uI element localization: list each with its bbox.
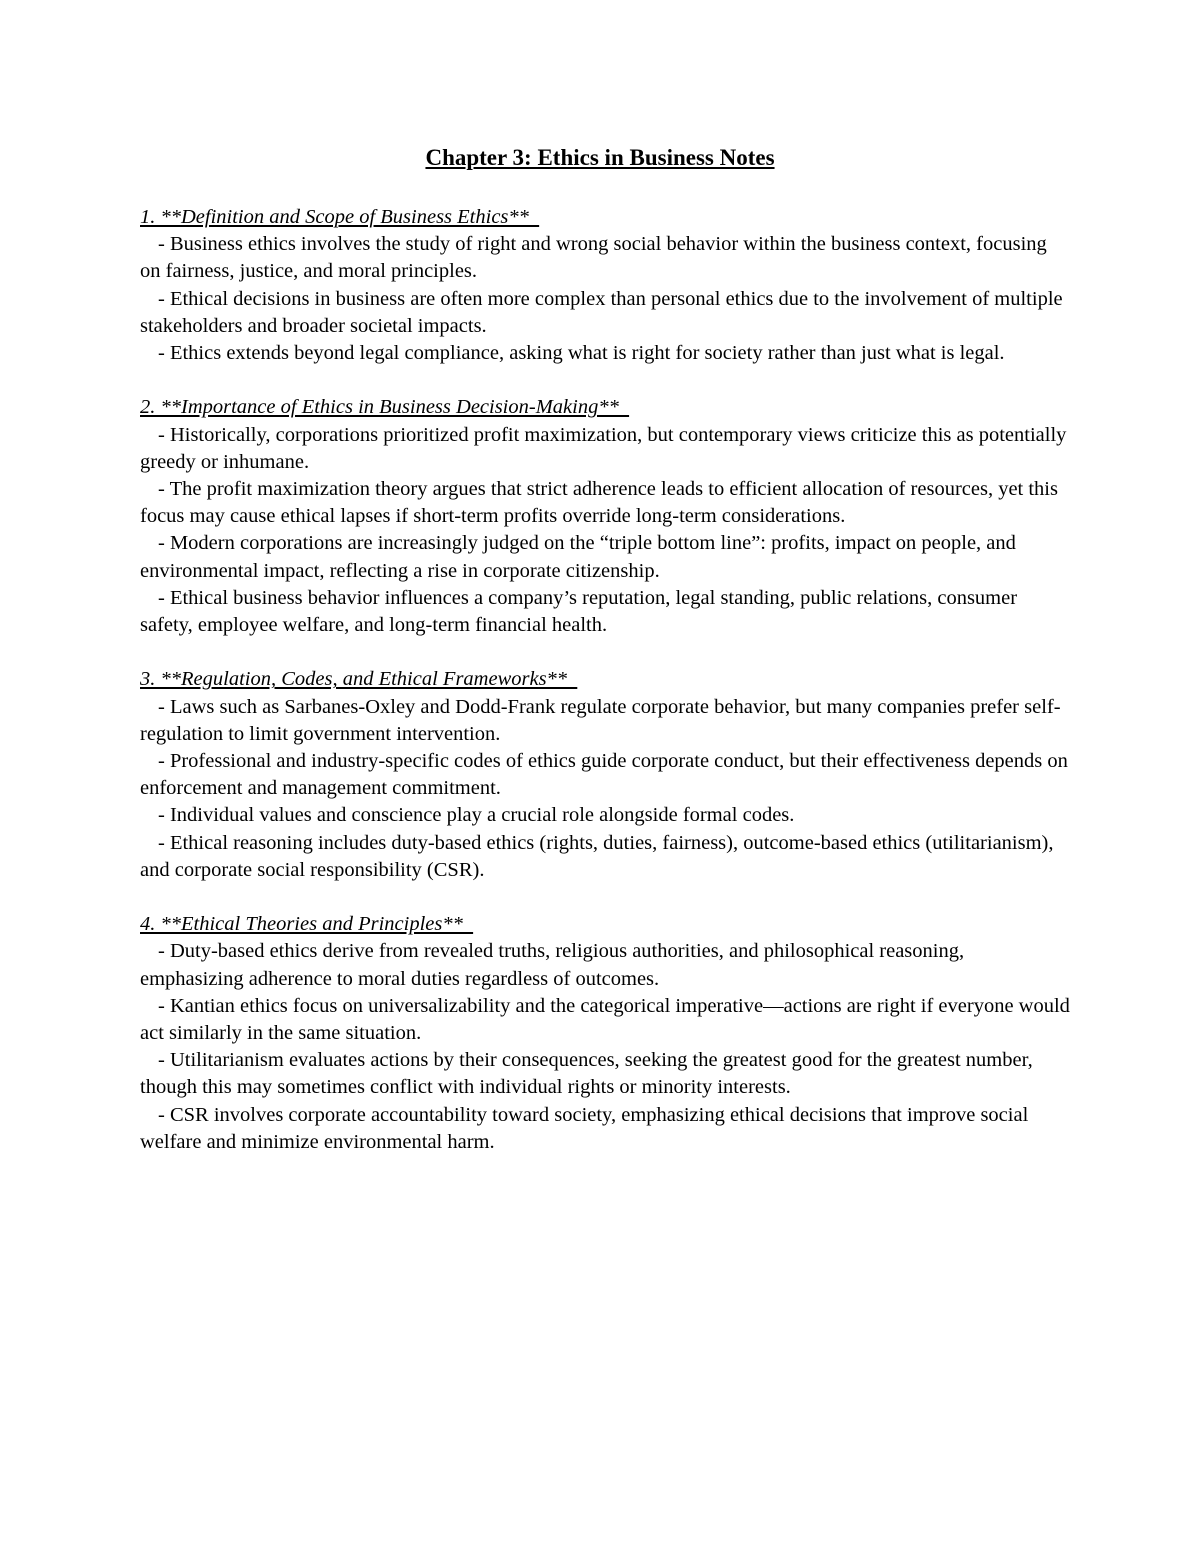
- section-heading: 4. **Ethical Theories and Principles**: [140, 913, 474, 936]
- bullet-item: - Utilitarianism evaluates actions by their consequences, seeking the greatest good for the greatest number, though this may sometimes conflict with individual rights or minority interests.: [140, 1049, 1033, 1099]
- section-heading: 1. **Definition and Scope of Business Ethics**: [140, 206, 540, 228]
- page-title: Chapter 3: Ethics in Business Notes: [425, 145, 775, 170]
- bullet-item: - Professional and industry-specific codes of ethics guide corporate conduct, but their effectiveness depends on enforcement and management commitment.: [140, 750, 1068, 800]
- bullet-item: - Ethical business behavior influences a company’s reputation, legal standing, public relations, consumer safety, employee welfare, and long-term financial health.: [140, 586, 1018, 637]
- section-importance-ethics: [140, 394, 1070, 639]
- bullet-item: - CSR involves corporate accountability toward society, emphasizing ethical decisions that improve social welfare and minimize environmental harm.: [140, 1103, 1029, 1153]
- notes-body: [140, 204, 1070, 1183]
- bullet-item: - Modern corporations are increasingly judged on the “triple bottom line”: profits, impact on people, and environmental impact, reflecting a rise in corporate citizenship.: [140, 532, 1016, 582]
- bullet-item: - Individual values and conscience play a crucial role alongside formal codes.: [158, 804, 795, 827]
- bullet-item: - Ethics extends beyond legal compliance, asking what is right for society rather than just what is legal.: [158, 342, 1005, 365]
- section-regulation-codes: [140, 666, 1070, 884]
- bullet-item: - Duty-based ethics derive from revealed truths, religious authorities, and philosophical reasoning, emphasizing adherence to moral duties regardless of outcomes.: [140, 940, 965, 990]
- bullet-item: - Ethical decisions in business are often more complex than personal ethics due to the involvement of multiple stakeholders and broader societal impacts.: [140, 287, 1063, 337]
- section-ethical-theories: [140, 911, 1070, 1156]
- bullet-item: - Historically, corporations prioritized profit maximization, but contemporary views criticize this as potentially greedy or inhumane.: [140, 423, 1067, 473]
- bullet-item: - Ethical reasoning includes duty-based ethics (rights, duties, fairness), outcome-based ethics (utilitarianism), and corporate social responsibility (CSR).: [140, 831, 1054, 881]
- section-heading: 3. **Regulation, Codes, and Ethical Frameworks**: [140, 668, 578, 691]
- bullet-item: - The profit maximization theory argues that strict adherence leads to efficient allocation of resources, yet this focus may cause ethical lapses if short-term profits override long-term considerations.: [140, 478, 1058, 528]
- bullet-item: - Laws such as Sarbanes-Oxley and Dodd-Frank regulate corporate behavior, but many companies prefer self-regulation to limit government intervention.: [140, 695, 1061, 745]
- bullet-item: - Kantian ethics focus on universalizability and the categorical imperative—actions are right if everyone would act similarly in the same situation.: [140, 994, 1070, 1045]
- section-definition-scope: [140, 204, 1070, 367]
- bullet-item: - Business ethics involves the study of right and wrong social behavior within the business context, focusing on fairness, justice, and moral principles.: [140, 233, 1047, 283]
- section-heading: 2. **Importance of Ethics in Business Decision-Making**: [140, 396, 630, 419]
